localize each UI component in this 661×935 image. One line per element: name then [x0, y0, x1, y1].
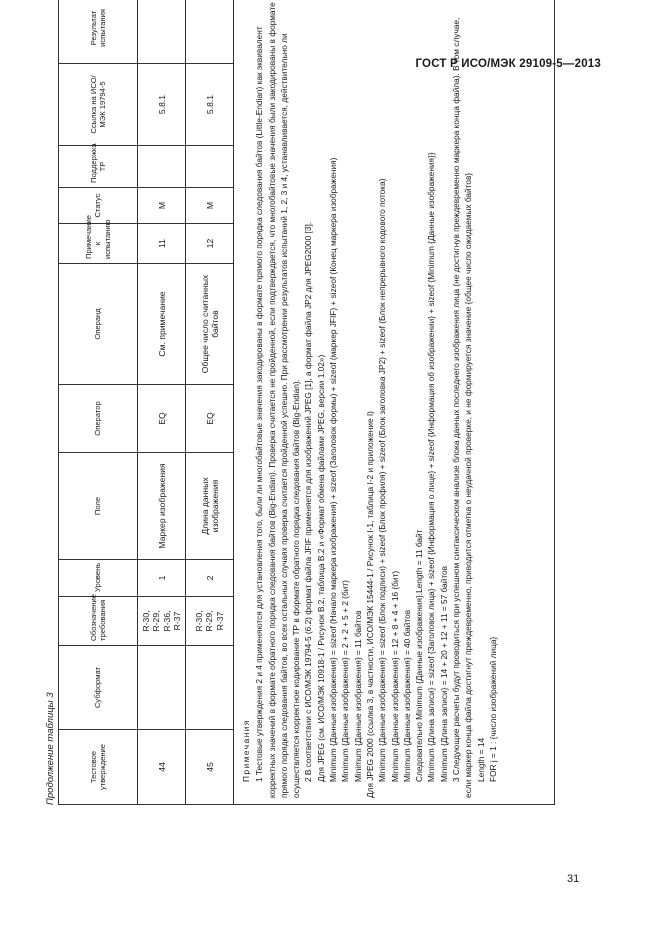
requirement-line: R-37: [214, 611, 225, 631]
notes-row: [234, 0, 555, 805]
col-header-operand: Операнд: [59, 264, 138, 385]
note-1: 1 Тестовые утверждения 2 и 4 применяются для установления того, были ли многобайтовые значения закодированы в формате прямого порядка следования байтов (Little-Endian) как эквивалент корректных значений в формате обратного порядка следования байтов (Big-Endian). Проверка считается не пройденной, если подтверждается, что многобайтовые значения были закодированы в формате прямого порядка следования байтов, во всех остальных случаях проверка считается пройденной успешно. При рассмотрении результатов испытаний 1, 2, 3 и 4, устанавливается, действительно ли осуществляется корректное кодирование ТР в формате обратного порядка следования байтов (Big-Endian).: [254, 2, 302, 798]
note-2-line: Для JPEG (см. ИСО/МЭК 10918-1 / Рисунок B.2, таблица B.2 и «Формат обмена файлами JPEG, версии 1.02»): [315, 354, 326, 782]
cell-level: 2: [186, 560, 234, 597]
cell-test-note: 11: [138, 224, 186, 264]
notes-cell: [234, 0, 555, 805]
cell-operator: EQ: [138, 385, 186, 453]
col-header-field: Поле: [59, 453, 138, 560]
col-header-level: Уровень: [59, 560, 138, 597]
cell-result: [138, 0, 186, 64]
col-header-requirement: Обозначение требования: [59, 597, 138, 646]
col-header-result: Результат испытания: [59, 0, 138, 64]
cell-reference: 5.8.1: [138, 64, 186, 146]
requirement-line: R-37: [171, 611, 182, 631]
col-header-assertion: Тестовое утверждение: [59, 730, 138, 805]
requirement-line: R-30,: [194, 610, 205, 632]
cell-tp-support: [186, 146, 234, 188]
note-2-line: Следовательно Minimum {Данные изображения}.Length = 11 байт: [414, 529, 425, 782]
col-header-status: Статус: [59, 188, 138, 224]
note-2-line: Minimum {Данные изображения} = sizeof (Блок подписи) + sizeof (Блок профиля) + sizeof (Блок заголовка JP2) + sizeof (Блок непрерывного кодового потока): [377, 178, 388, 782]
note-2-line: Minimum {Данные изображения} = 2 + 2 + 5 + 2 (бит): [340, 580, 351, 782]
col-header-subformat: Субформат: [59, 646, 138, 730]
table-row: [138, 0, 186, 805]
note-3-line: Length = 14: [475, 737, 486, 782]
note-2-line: Minimum {Данные изображения} = 12 + 8 + 4 + 16 (бит): [389, 570, 400, 782]
standard-header: ГОСТ Р ИСО/МЭК 29109-5—2013: [415, 58, 601, 70]
cell-assertion: 44: [138, 730, 186, 805]
cell-assertion: 45: [186, 730, 234, 805]
note-2-line: Minimum {Длина записи} = 14 + 20 + 12 + 11 = 57 байтов: [438, 565, 449, 782]
requirement-line: R-36,: [161, 610, 172, 632]
cell-status: M: [186, 188, 234, 224]
table-header-row: [59, 0, 138, 805]
page-number: 31: [567, 873, 580, 885]
cell-status: M: [138, 188, 186, 224]
requirement-line: R-29,: [151, 610, 162, 632]
note-2-line: Minimum {Данные изображения} = 11 байтов: [352, 610, 363, 782]
col-header-test-note: Примечание к испытанию: [59, 224, 138, 264]
note-2-line: Minimum {Данные изображения} = 40 байтов: [401, 609, 412, 782]
cell-requirement: [138, 597, 186, 646]
note-2: 2 В соответствии с ИСО/МЭК 19794-5 (6.2) формат файла JFIF применяется для изображений JPEG [1], а формат файла JP2 для JPEG2000 [3].: [303, 221, 314, 782]
cell-subformat: [186, 646, 234, 730]
col-header-reference: Ссылка на ИСО/МЭК 19794-5: [59, 64, 138, 146]
requirement-line: R-29,: [204, 610, 215, 632]
note-2-line: Minimum {Данные изображения} = sizeof (Начало маркера изображения) + sizeof (Заголовок формы) + sizeof (маркер JFIF) + sizeof (Конец маркера изображения): [328, 157, 339, 782]
cell-operand: См. примечание: [138, 264, 186, 385]
requirement-line: R-30,: [140, 610, 151, 632]
notes-title: Примечания: [241, 719, 251, 782]
cell-operator: EQ: [186, 385, 234, 453]
col-header-tp-support: Поддержка ТР: [59, 146, 138, 188]
cell-reference: 5.8.1: [186, 64, 234, 146]
cell-operand: Общее число считанных байтов: [186, 264, 234, 385]
cell-result: [186, 0, 234, 64]
cell-field: Маркер изображения: [138, 453, 186, 560]
note-2-line: Minimum {Длина записи} = sizeof {Заголовок лица} + sizeof {Информация о лице} + sizeof {Информация об изображении} + sizeof {Minimum {Данные изображения}}: [426, 152, 437, 782]
cell-test-note: 12: [186, 224, 234, 264]
test-assertions-table: [58, 0, 555, 805]
note-3: 3 Следующие расчеты будут проводиться при успешном синтаксическом анализе блока данных последнего изображения лица (не достигнув преждевременно маркера конца файла). В том случае, если маркер конца файла достигнут преждевременно, приводится отметка о неудачной проверке, и не формируется значение {общее число ожидаемых байтов}: [451, 17, 474, 798]
cell-tp-support: [138, 146, 186, 188]
cell-subformat: [138, 646, 186, 730]
cell-requirement: [186, 597, 234, 646]
note-3-line: FOR j = 1 : {число изображений лица}: [487, 636, 498, 782]
col-header-operator: Оператор: [59, 385, 138, 453]
table-caption: Продолжение таблицы 3: [45, 692, 56, 805]
cell-field: Длина данных изображения: [186, 453, 234, 560]
table-row: [186, 0, 234, 805]
cell-level: 1: [138, 560, 186, 597]
note-2-line: Для JPEG 2000 (ссылка 3, в частности, ИСО/МЭК 15444-1 / Рисунок I-1, таблица I-2 и приложение I): [364, 411, 375, 798]
